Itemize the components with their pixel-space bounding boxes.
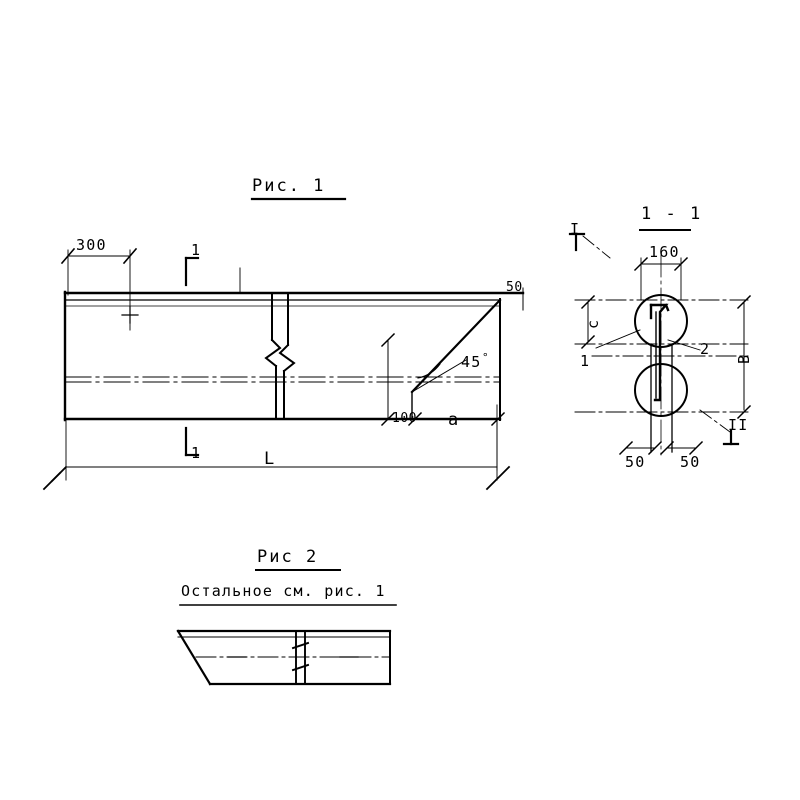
- dim-label-100: 100: [392, 411, 417, 426]
- dim-label-50-top: 50: [506, 280, 523, 295]
- dim-label-a: a: [448, 410, 461, 430]
- mark-label-II: II: [728, 416, 749, 434]
- mark-label-I: I: [570, 220, 581, 238]
- leader-label-1: 1: [580, 352, 591, 370]
- beam-chamfer-edge: [412, 300, 500, 392]
- section-title: 1 - 1: [641, 204, 703, 224]
- dim-label-50-right: 50: [680, 453, 701, 471]
- section-mark-top-1: [186, 258, 198, 285]
- dim-label-300: 300: [76, 236, 107, 254]
- dim-label-50-left: 50: [625, 453, 646, 471]
- fig1-title: Рис. 1: [252, 176, 326, 196]
- section-hook-profile: [651, 305, 668, 400]
- section-mark-label-bottom: 1: [191, 444, 202, 462]
- dim-label-160: 160: [649, 243, 680, 261]
- dim-label-L: L: [264, 449, 277, 469]
- section-mark-label-top: 1: [191, 241, 202, 259]
- leader-mark-II: [700, 410, 730, 432]
- leader-mark-I: [583, 236, 610, 258]
- section-axis-lines: [575, 300, 748, 412]
- dim-label-B: B: [735, 353, 753, 364]
- dim-L-ticks: [44, 467, 509, 489]
- angle-degree-symbol: °: [482, 351, 490, 364]
- dim-label-c: c: [584, 318, 602, 329]
- fig2-chamfer: [178, 631, 210, 684]
- fig2-title: Рис 2: [257, 547, 319, 567]
- leader-1-line: [596, 330, 640, 348]
- beam-marker-cross: [122, 307, 138, 323]
- beam-centre-axis: [65, 377, 500, 382]
- beam-break-symbol: [266, 293, 294, 419]
- fig2-break-symbol: [293, 631, 308, 684]
- leader-label-2: 2: [700, 340, 711, 358]
- angle-label-45: 45: [461, 353, 482, 371]
- fig2-note: Остальное см. рис. 1: [181, 582, 386, 600]
